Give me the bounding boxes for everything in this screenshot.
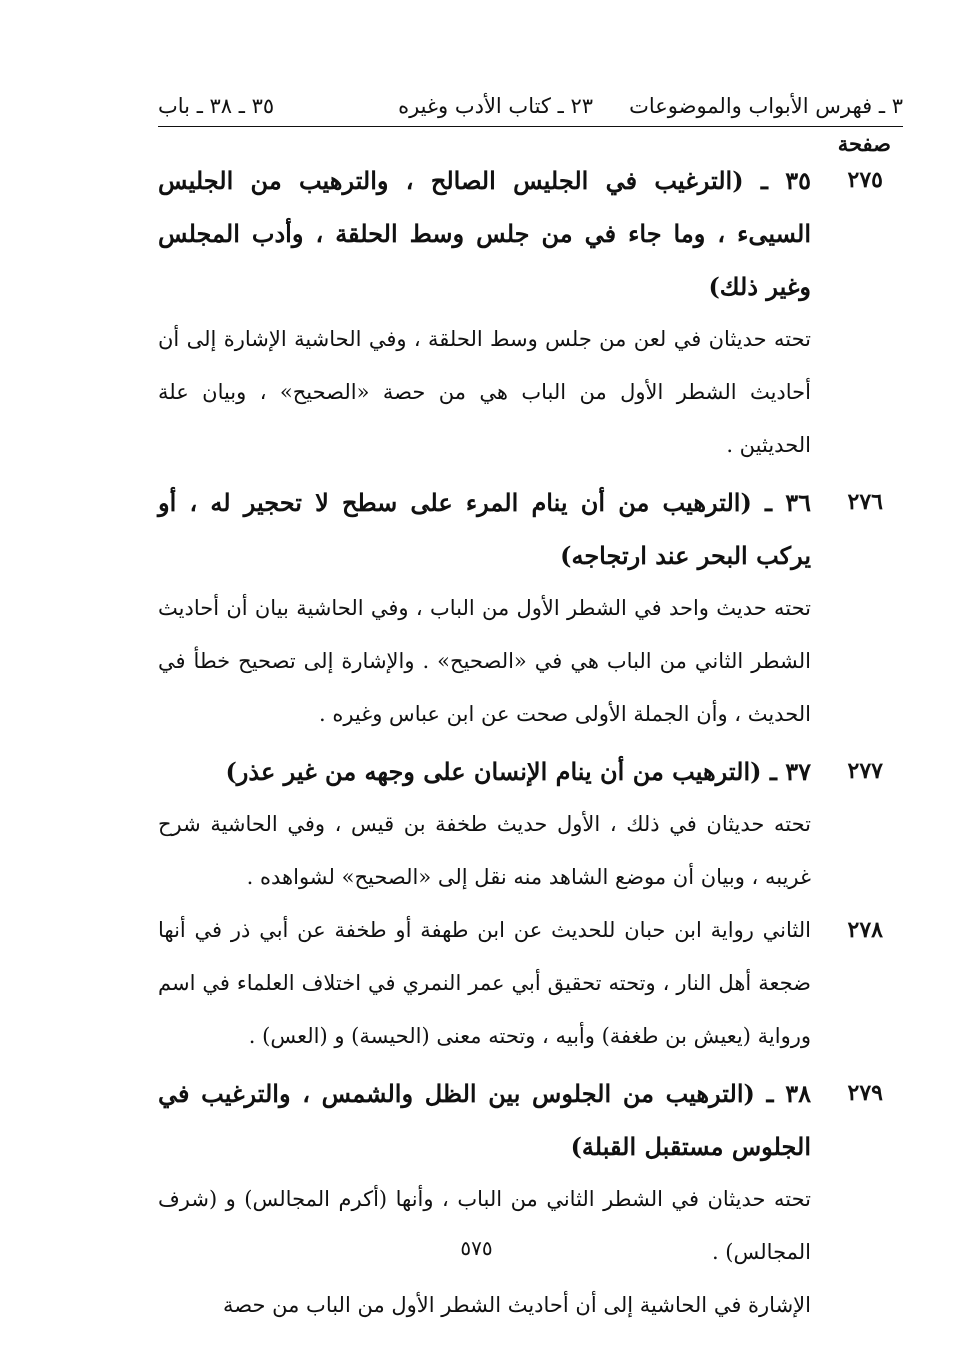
index-entry [158,154,903,472]
page-number: ٥٧٥ [460,1236,493,1260]
entry-heading: ٣٦ ـ (الترهيب من أن ينام المرء على سطح لا تحجير له ، أو يركب البحر عند ارتجاجه) [158,488,811,570]
header-rule [158,126,903,127]
entry-body: تحته حديثان في ذلك ، الأول حديث طخفة بن قيس ، وفي الحاشية شرح غريبه ، وبيان أن موضع الشاهد منه نقل إلى «الصحيح» لشواهده . [158,812,811,889]
header-chapter-range: ٣٥ ـ ٣٨ ـ باب [158,94,275,118]
running-header [158,88,903,124]
entry-body-continued: الإشارة في الحاشية إلى أن أحاديث الشطر الأول من الباب من حصة [223,1293,811,1317]
entry-heading: ٣٧ ـ (الترهيب من أن ينام الإنسان على وجهه من غير عذر) [225,757,811,786]
entry-heading: ٣٨ ـ (الترهيب من الجلوس بين الظل والشمس ، والترغيب في الجلوس مستقبل القبلة) [158,1079,811,1161]
entry-body: الثاني رواية ابن حبان للحديث عن ابن طهفة أو طخفة عن أبي ذر في أنها ضجعة أهل النار ، وتحته تحقيق أبي عمر النمري في اختلاف العلماء في اسم ورواية (يعيش بن طغفة) وأبيه ، وتحته معنى (الحيسة) و (العس) . [158,918,811,1048]
entry-page-number: ٢٧٨ [847,917,883,943]
entry-page-number: ٢٧٩ [847,1080,883,1106]
index-entry [158,1067,903,1332]
entry-page-number: ٢٧٦ [847,489,883,515]
entry-page-number: ٢٧٥ [847,167,883,193]
header-section-title: ٣ ـ فهرس الأبواب والموضوعات [629,94,903,118]
index-entry [158,745,903,904]
header-book-title: ٢٣ ـ كتاب الأدب وغيره [398,94,593,118]
entry-heading: ٣٥ ـ (الترغيب في الجليس الصالح ، والترهيب من الجليس السيىء ، وما جاء في من جلس وسط الحلقة ، وأدب المجلس وغير ذلك) [158,166,811,301]
entry-body: تحته حديثان في الشطر الثاني من الباب ، وأنها (أكرم المجالس) و (شرف المجالس) . [158,1187,811,1264]
entry-page-number: ٢٧٧ [847,758,883,784]
index-entry [158,476,903,741]
entry-body: تحته حديث واحد في الشطر الأول من الباب ، وفي الحاشية بيان أن أحاديث الشطر الثاني من الباب هي في «الصحيح» . والإشارة إلى تصحيح خطأ في الحديث ، وأن الجملة الأولى صحت عن ابن عباس وغيره . [158,596,811,726]
page-column-label: صفحة [837,131,891,156]
index-entry [158,904,903,1063]
index-content [158,154,903,1332]
entry-body: تحته حديثان في لعن من جلس وسط الحلقة ، وفي الحاشية الإشارة إلى أن أحاديث الشطر الأول من الباب هي من حصة «الصحيح» ، وبيان علة الحديثين . [158,327,811,457]
